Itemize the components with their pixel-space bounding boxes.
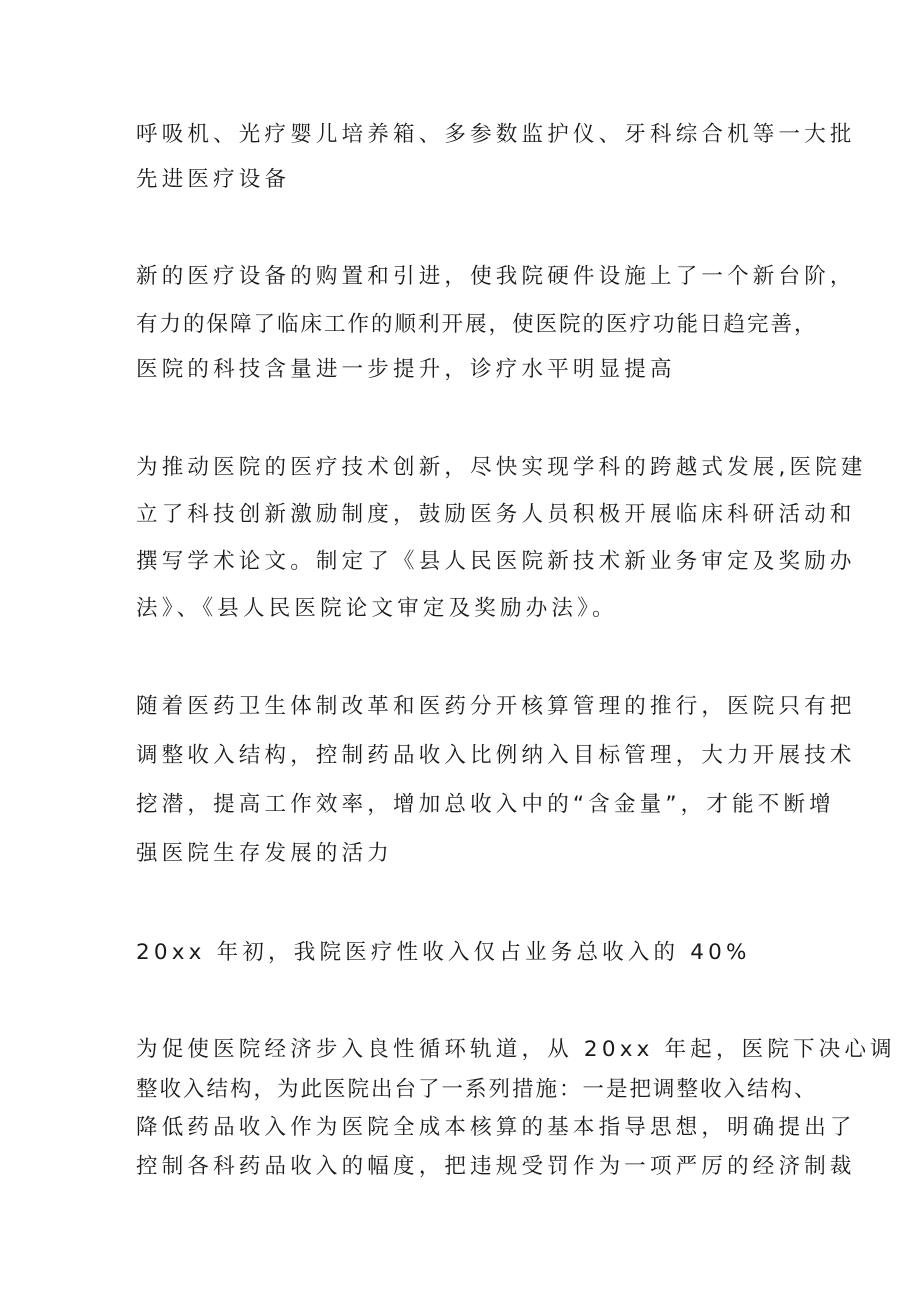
paragraph-2-line-1: 新的医疗设备的购置和引进，使我院硬件设施上了一个新台阶，	[136, 264, 856, 289]
paragraph-2-line-2: 有力的保障了临床工作的顺利开展，使医院的医疗功能日趋完善，	[136, 312, 818, 337]
paragraph-4-line-1: 随着医药卫生体制改革和医药分开核算管理的推行，医院只有把	[136, 694, 856, 719]
paragraph-4-line-2: 调整收入结构，控制药品收入比例纳入目标管理，大力开展技术	[136, 743, 856, 768]
paragraph-3-line-3: 撰写学术论文。制定了《县人民医院新技术新业务审定及奖励办	[136, 549, 856, 574]
paragraph-4-line-4: 强医院生存发展的活力	[136, 841, 394, 866]
paragraph-1-line-2: 先进医疗设备	[136, 167, 291, 192]
paragraph-6-line-2: 整收入结构，为此医院出台了一系列措施：一是把调整收入结构、	[136, 1077, 818, 1102]
paragraph-2-line-3: 医院的科技含量进一步提升，诊疗水平明显提高	[136, 357, 676, 382]
paragraph-1-line-1: 呼吸机、光疗婴儿培养箱、多参数监护仪、牙科综合机等一大批	[136, 122, 856, 147]
paragraph-6-line-1: 为促使医院经济步入良性循环轨道，从 20xx 年起，医院下决心调	[136, 1037, 896, 1062]
paragraph-6-line-3: 降低药品收入作为医院全成本核算的基本指导思想，明确提出了	[136, 1115, 856, 1140]
paragraph-4-line-3: 挖潜，提高工作效率，增加总收入中的“含金量”，才能不断增	[136, 792, 835, 817]
paragraph-3-line-1: 为推动医院的医疗技术创新，尽快实现学科的跨越式发展,医院建	[136, 455, 867, 480]
paragraph-6-line-4: 控制各科药品收入的幅度，把违规受罚作为一项严厉的经济制裁	[136, 1154, 856, 1179]
paragraph-3-line-4: 法》、《县人民医院论文审定及奖励办法》。	[136, 596, 618, 621]
paragraph-5-line-1: 20xx 年初，我院医疗性收入仅占业务总收入的 40%	[136, 940, 751, 965]
paragraph-3-line-2: 立了科技创新激励制度，鼓励医务人员积极开展临床科研活动和	[136, 502, 856, 527]
